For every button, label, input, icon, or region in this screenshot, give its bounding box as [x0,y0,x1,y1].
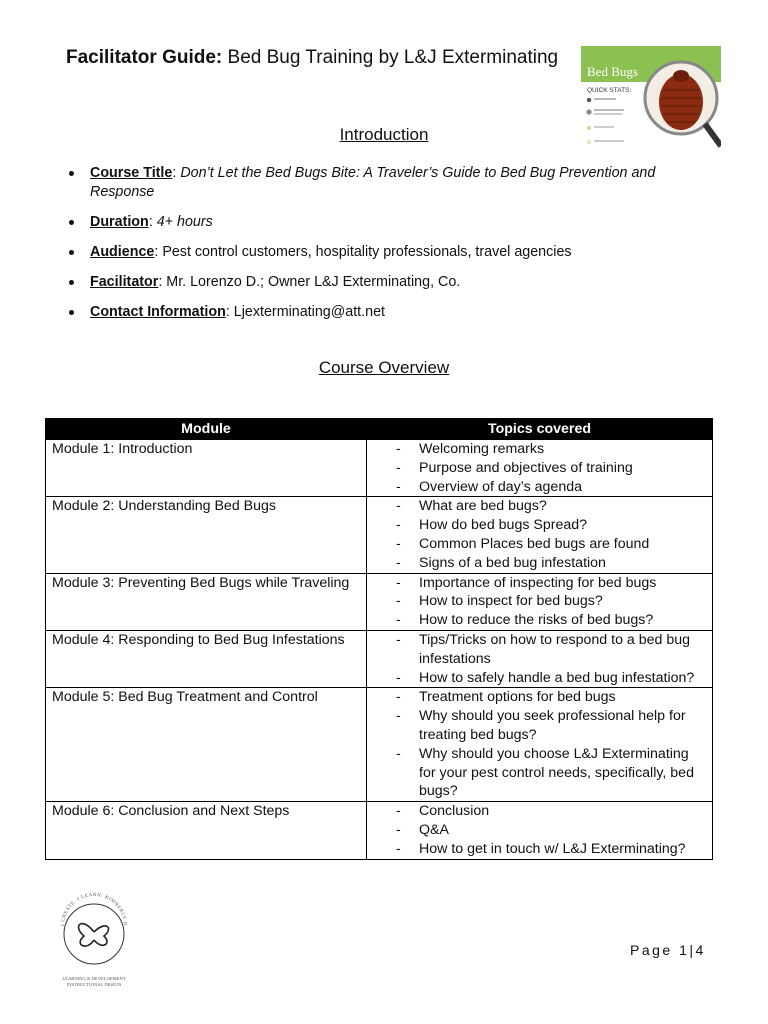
title-bold: Facilitator Guide: [66,47,223,68]
course-title-label: Course Title [90,165,173,181]
table-header-row [46,419,713,440]
separator: : [225,304,234,320]
topic-item: - Treatment options for bed bugs [419,688,708,707]
topic-item: - What are bed bugs? [419,497,708,516]
topics-cell [367,573,713,630]
list-item [68,213,678,232]
course-overview-heading: Course Overview [318,358,450,377]
list-item [68,243,678,262]
course-info-list [68,164,678,333]
table-row [46,802,713,859]
topics-cell [367,802,713,859]
topic-item: - Welcoming remarks [419,440,708,459]
separator: : [154,244,163,260]
audience-label: Audience [90,244,155,260]
logo-bottom-line1: LEARNING & DEVELOPMENT [62,976,126,981]
table-row [46,630,713,687]
list-item [68,164,678,202]
svg-text:I CREATE. I LEARN. KIMBERLY DA [52,886,127,926]
module-cell: Module 3: Preventing Bed Bugs while Traveling [46,573,367,630]
topic-item: - Why should you seek professional help for treating bed bugs? [419,707,708,745]
butterfly-icon [79,924,109,947]
topic-item: - How to safely handle a bed bug infestation? [419,669,708,688]
page-number: Page 1|4 [630,942,706,958]
cover-subheading: QUICK STATS: [587,87,632,94]
document-title [66,47,558,69]
topics-cell [367,497,713,573]
course-title-value: Don’t Let the Bed Bugs Bite: A Traveler’s Guide to Bed Bug Prevention and Response [90,165,656,200]
table-row [46,688,713,802]
topic-item: - How to get in touch w/ L&J Exterminating? [419,840,708,859]
introduction-heading: Introduction [339,125,429,144]
cover-heading: Bed Bugs [587,64,638,79]
topic-item: - Importance of inspecting for bed bugs [419,574,708,593]
topics-cell [367,440,713,497]
topics-cell [367,688,713,802]
duration-label: Duration [90,214,149,230]
topic-item: - Tips/Tricks on how to respond to a bed bug infestations [419,631,708,669]
facilitator-value: Mr. Lorenzo D.; Owner L&J Exterminating, Co. [166,274,461,290]
logo-bottom-line2: INSTRUCTIONAL DESIGN [66,982,122,987]
duration-value: 4+ hours [156,214,213,230]
module-cell: Module 6: Conclusion and Next Steps [46,802,367,859]
topic-item: - Purpose and objectives of training [419,459,708,478]
topic-item: - How to inspect for bed bugs? [419,592,708,611]
table-row [46,573,713,630]
list-item [68,303,678,322]
module-cell: Module 4: Responding to Bed Bug Infestations [46,630,367,687]
column-header-topics: Topics covered [367,419,713,440]
module-cell: Module 2: Understanding Bed Bugs [46,497,367,573]
module-cell: Module 1: Introduction [46,440,367,497]
course-overview-table [45,418,713,860]
audience-value: Pest control customers, hospitality professionals, travel agencies [162,244,572,260]
topic-item: - Why should you choose L&J Exterminating for your pest control needs, specifically, bed bugs? [419,745,708,801]
topic-item: - Conclusion [419,802,708,821]
facilitator-label: Facilitator [90,274,159,290]
separator: : [158,274,167,290]
table-row [46,497,713,573]
contact-value: Ljexterminating@att.net [233,304,385,320]
topics-cell [367,630,713,687]
module-cell: Module 5: Bed Bug Treatment and Control [46,688,367,802]
topic-item: - Q&A [419,821,708,840]
designer-logo [52,886,136,990]
separator: : [148,214,157,230]
contact-label: Contact Information [90,304,226,320]
topic-item: - How to reduce the risks of bed bugs? [419,611,708,630]
separator: : [172,165,181,181]
column-header-module: Module [46,419,367,440]
topic-item: - Signs of a bed bug infestation [419,554,708,573]
topic-item: - How do bed bugs Spread? [419,516,708,535]
list-item [68,273,678,292]
topic-item: - Common Places bed bugs are found [419,535,708,554]
logo-ring-text: I CREATE. I LEARN. KIMBERLY D [60,892,128,927]
table-row [46,440,713,497]
title-rest: Bed Bug Training by L&J Exterminating [222,47,559,68]
topic-item: - Overview of day’s agenda [419,478,708,497]
